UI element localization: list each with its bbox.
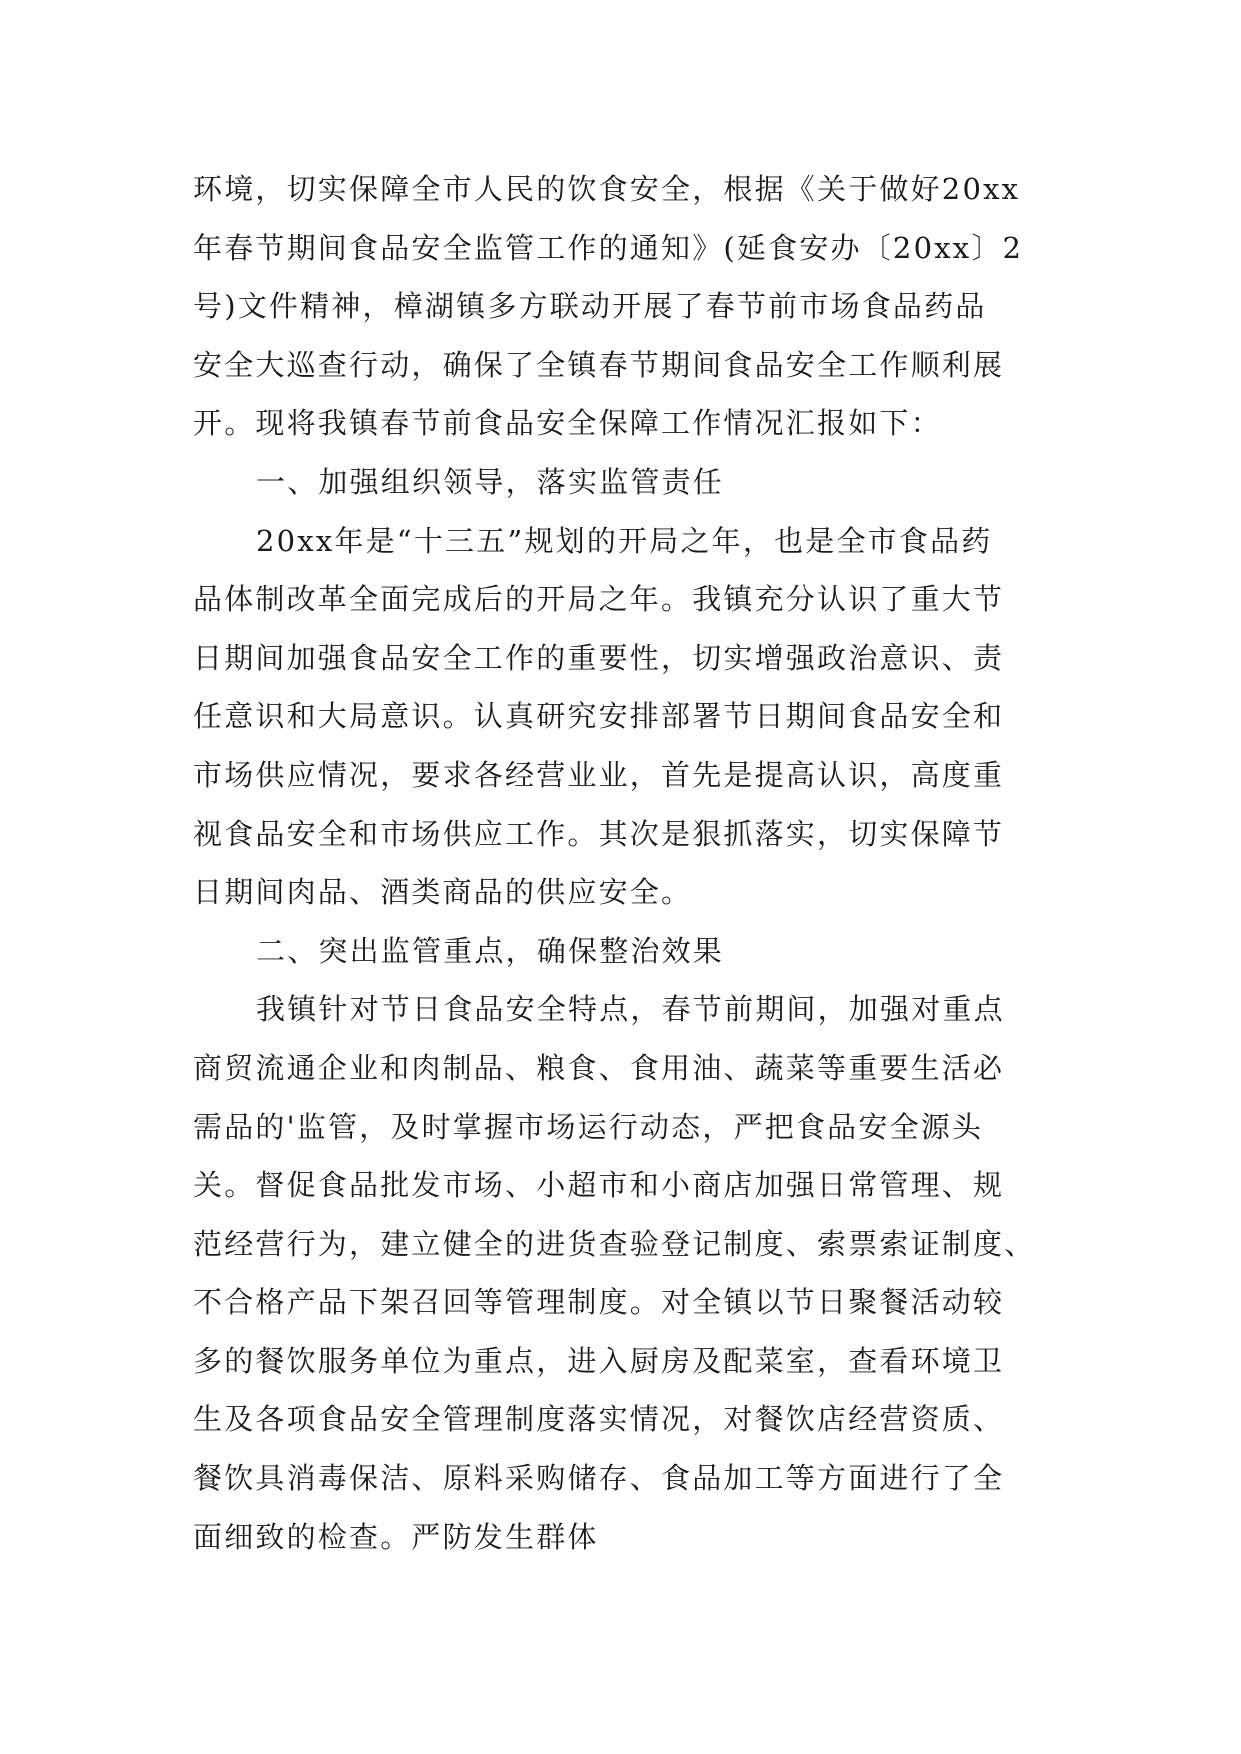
text-line: 市场供应情况，要求各经营业业，首先是提高认识，高度重 xyxy=(193,757,1005,792)
text-line: 任意识和大局意识。认真研究安排部署节日期间食品安全和 xyxy=(193,699,1005,734)
text-line: 年春节期间食品安全监管工作的通知》(延食安办〔20xx〕2 xyxy=(193,230,1024,265)
text-line: 日期间肉品、酒类商品的供应安全。 xyxy=(193,875,693,910)
text-line: 范经营行为，建立健全的进货查验登记制度、索票索证制度、 xyxy=(193,1226,1036,1261)
text-line: 安全大巡查行动，确保了全镇春节期间食品安全工作顺利展 xyxy=(193,347,1005,382)
text-line: 开。现将我镇春节前食品安全保障工作情况汇报如下： xyxy=(193,406,942,441)
text-line: 多的餐饮服务单位为重点，进入厨房及配菜室，查看环境卫 xyxy=(193,1343,1005,1378)
text-line: 生及各项食品安全管理制度落实情况，对餐饮店经营资质、 xyxy=(193,1402,1005,1437)
text-line: 我镇针对节日食品安全特点，春节前期间，加强对重点 xyxy=(256,992,1005,1027)
text-line: 号)文件精神，樟湖镇多方联动开展了春节前市场食品药品 xyxy=(193,289,987,324)
text-line: 关。督促食品批发市场、小超市和小商店加强日常管理、规 xyxy=(193,1168,1005,1203)
text-line: 20xx年是“十三五”规划的开局之年，也是全市食品药 xyxy=(256,523,993,558)
text-line: 餐饮具消毒保洁、原料采购储存、食品加工等方面进行了全 xyxy=(193,1461,1005,1496)
text-line: 日期间加强食品安全工作的重要性，切实增强政治意识、责 xyxy=(193,640,1005,675)
text-line: 品体制改革全面完成后的开局之年。我镇充分认识了重大节 xyxy=(193,582,1005,617)
text-line: 不合格产品下架召回等管理制度。对全镇以节日聚餐活动较 xyxy=(193,1285,1005,1320)
text-line: 面细致的检查。严防发生群体 xyxy=(193,1519,599,1554)
body-text xyxy=(193,160,1073,1566)
text-line: 一、加强组织领导，落实监管责任 xyxy=(256,464,725,499)
text-line: 环境，切实保障全市人民的饮食安全，根据《关于做好20xx xyxy=(193,172,1021,206)
text-line: 二、突出监管重点，确保整治效果 xyxy=(256,933,725,968)
text-line: 视食品安全和市场供应工作。其次是狠抓落实，切实保障节 xyxy=(193,816,1005,851)
text-line: 商贸流通企业和肉制品、粮食、食用油、蔬菜等重要生活必 xyxy=(193,1050,1005,1085)
text-line: 需品的'监管，及时掌握市场运行动态，严把食品安全源头 xyxy=(193,1109,984,1144)
